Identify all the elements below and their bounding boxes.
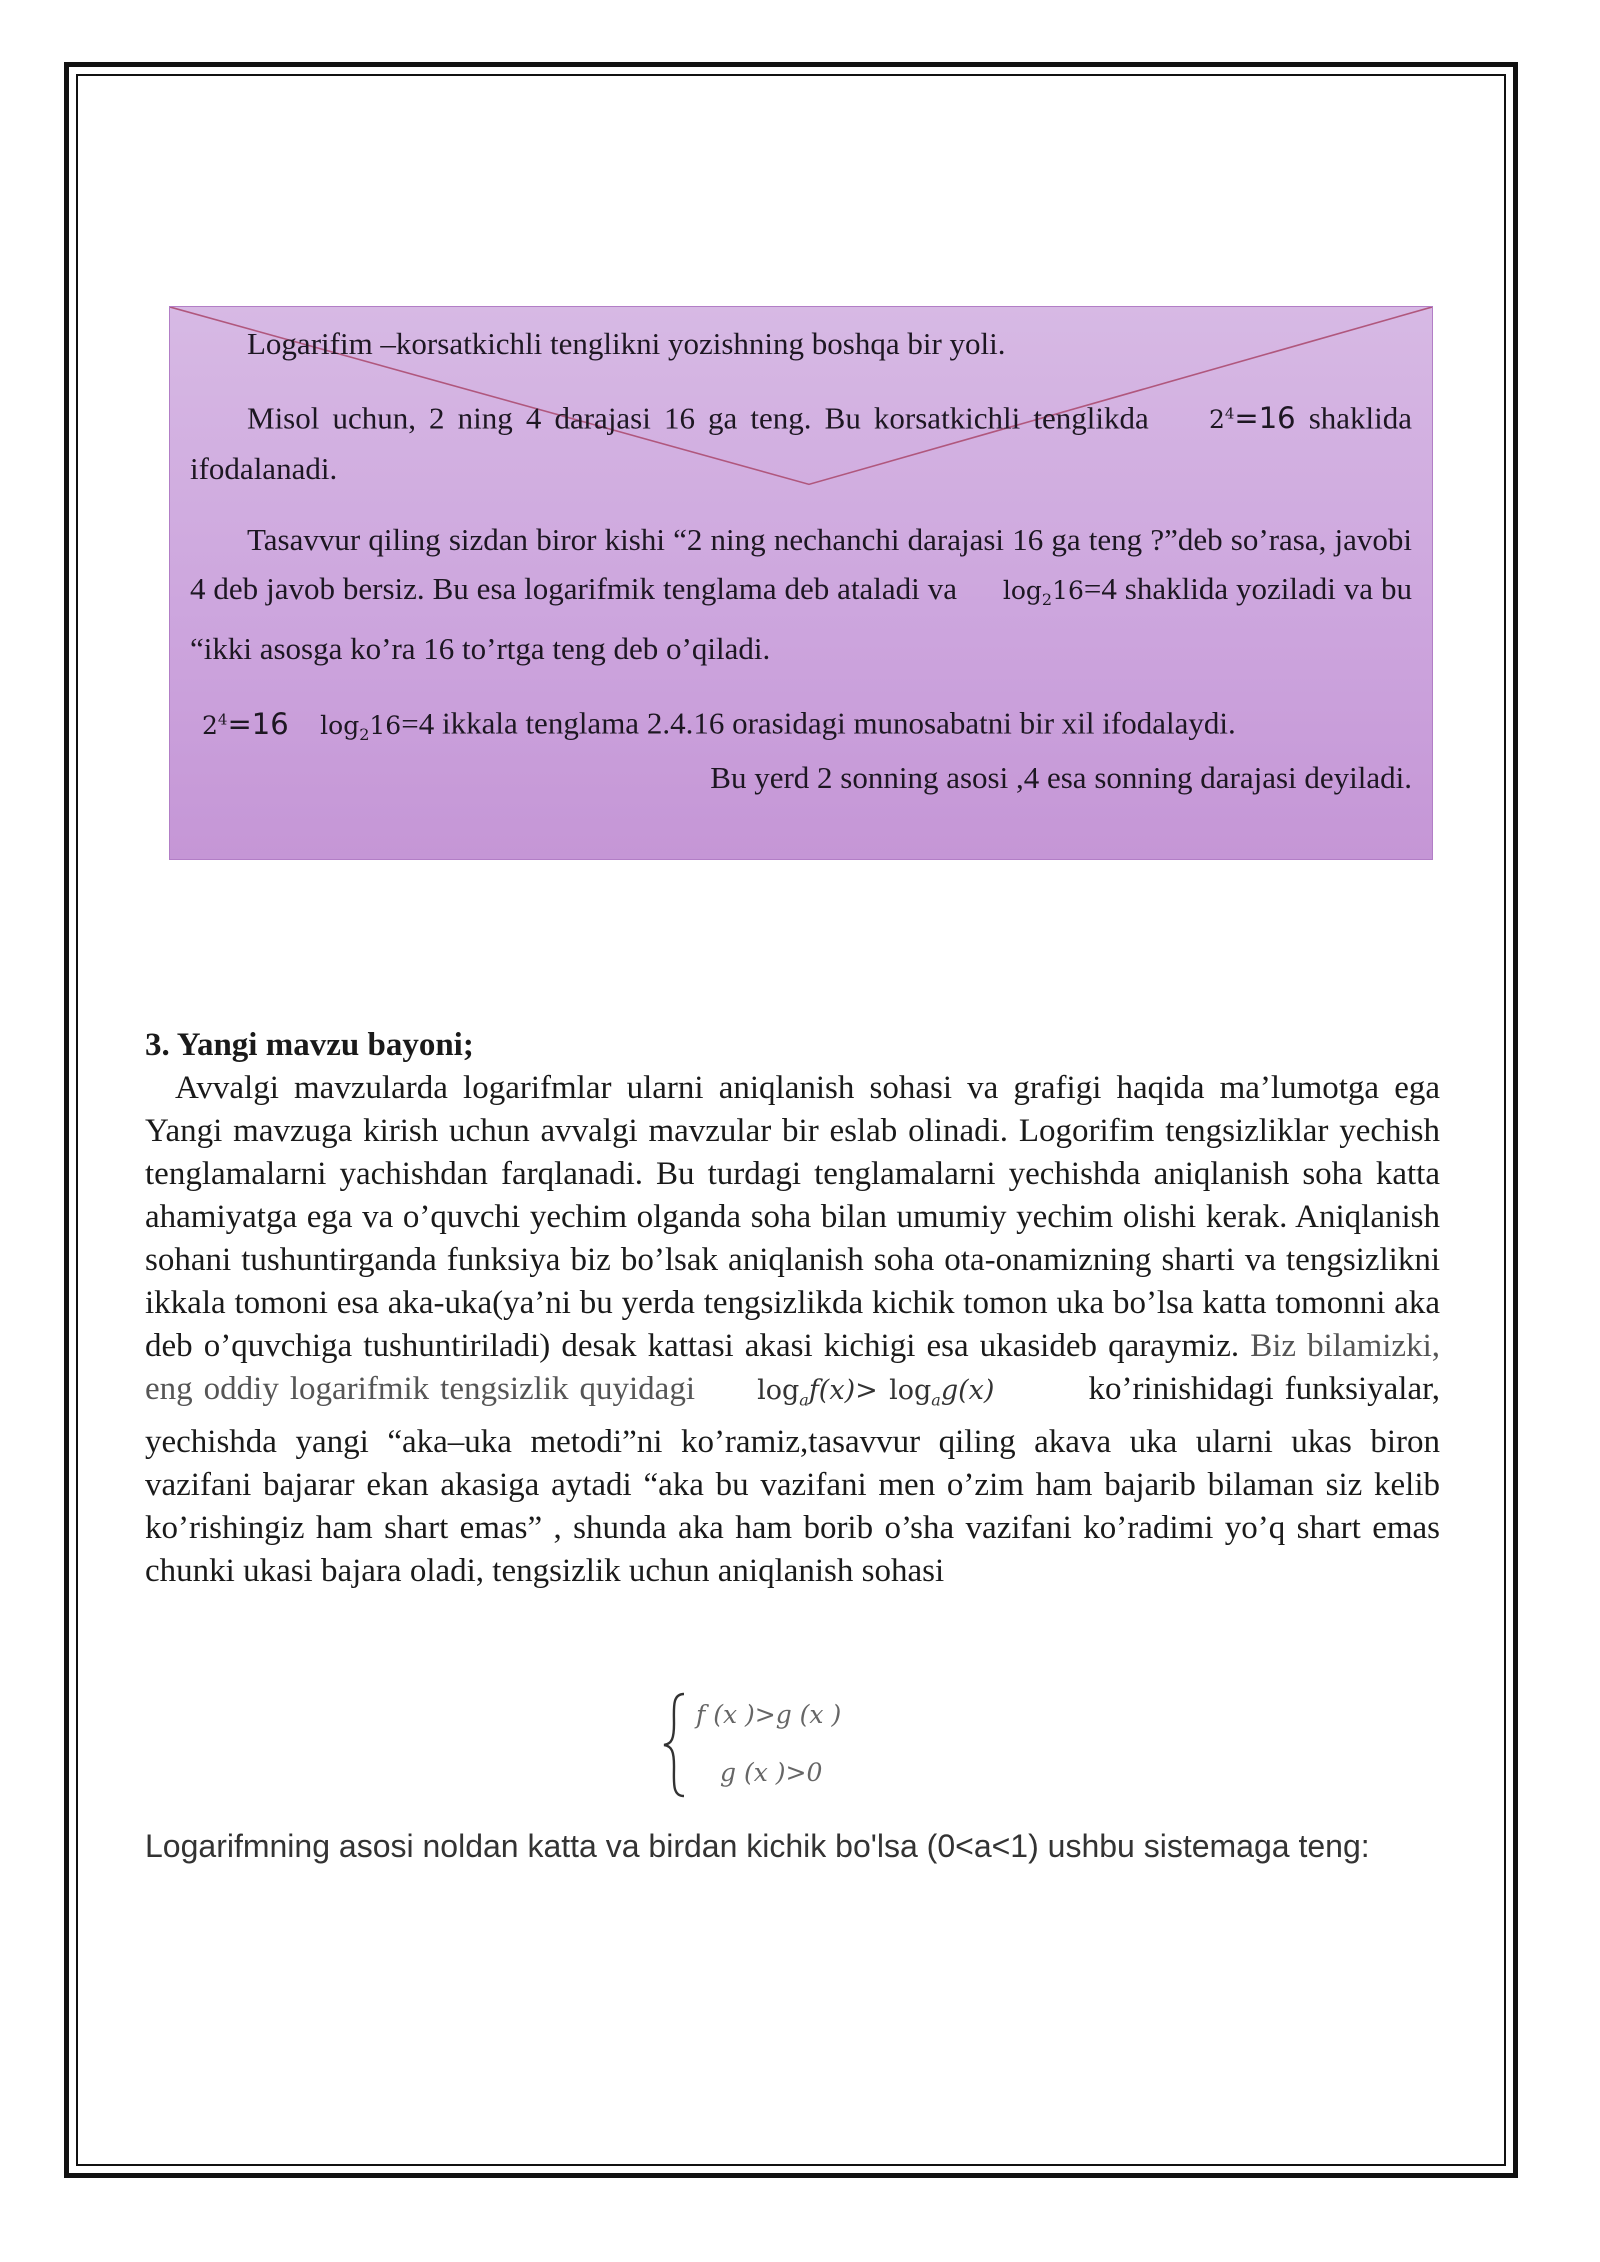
system-line-2: g (x )>0 [720,1758,823,1787]
section-body-grey-text: Biz bilamizki, eng oddiy logarifmik tengsizlik quyidagi [145,1328,1440,1407]
log-inequality: $\log_af(x)> \log_ag(x)$ [757,1375,995,1410]
domain-system [660,1690,860,1800]
section-body-text-2: ko’rinishidagi funksiyalar, yechishda yangi “aka–uka metodi”ni ko’ramiz,tasavvur qiling akava uka ularni ukas biron vazifani bajarar ekan akasiga aytadi “aka bu vazifani men o’zim ham bajarib bilaman siz kelib ko’rishingiz ham shart emas” , shunda aka ham borib o’sha vazifani ko’radimi yo’q shart emas chunki ukasi bajara oladi, tengsizlik uchun aniqlanish sohasi [145,1371,1441,1590]
note-paragraph-3-text: Tasavvur qiling sizdan biror kishi “2 ning nechanchi darajasi 16 ga teng ?”deb so’rasa, javobi 4 deb javob bersiz. Bu esa logarifmik tenglama deb ataladi va [190,522,1412,607]
power-equation-repeat: $2^4=16$ [202,706,289,741]
log-equation: $\log_216=4$ [1002,571,1117,610]
note-paragraph-2-text: Misol uchun, 2 ning 4 darajasi 16 ga teng. Bu korsatkichli tenglikda [247,400,1149,436]
curly-brace-icon [660,1690,690,1800]
section-heading: 3. Yangi mavzu bayoni; [145,1027,474,1063]
section-body-text: Avvalgi mavzularda logarifmlar ularni aniqlanish sohasi va grafigi haqida ma’lumotga ega Yangi mavzuga kirish uchun avvalgi mavzular bir eslab olinadi. Logorifim tengsizliklar yechish tenglamalarni yachishdan farqlanadi. Bu turdagi tenglamalarni yechishda aniqlanish soha katta ahamiyatga ega va o’quvchi yechim olganda soha bilan umumiy yechim olishi kerak. Aniqlanish sohani tushuntirganda funksiya biz bo’lsak aniqlanish soha ota-onamizning sharti va tengsizlikni ikkala tomoni esa aka-uka(ya’ni bu yerda tengsizlikda kichik tomon uka bo’lsa katta tomonni aka deb o’quvchiga tushuntiriladi) desak kattasi akasi kichigi esa ukasideb qaraymiz. [145,1070,1440,1364]
note-paragraph-1: Logarifim –korsatkichli tenglikni yozishning boshqa bir yoli. [247,326,1006,361]
log-equation-repeat: $\log_216=4$ [320,705,435,744]
note-paragraph-2 [190,390,1412,493]
main-section [145,1024,1440,1593]
note-paragraph-2-tail: shaklida ifodalanadi. [190,400,1413,487]
definition-note-box [169,306,1433,860]
note-paragraph-3 [190,515,1412,673]
note-paragraph-4-text: ikkala tenglama 2.4.16 orasidagi munosabatni bir xil ifodalaydi. [441,705,1236,741]
system-line-1: f (x )>g (x ) [696,1700,842,1729]
power-equation: $2^4=16$ [1208,401,1296,436]
section-body [145,1067,1440,1593]
base-condition-note: Logarifmning asosi noldan katta va birdan kichik bo'lsa (0<a<1) ushbu sistemaga teng: [145,1828,1370,1864]
note-paragraph-4 [190,695,1412,758]
note-paragraph-3-tail: shaklida yoziladi va bu “ikki asosga ko’ra 16 to’rtga teng deb o’qiladi. [190,571,1412,667]
note-paragraph-5: Bu yerd 2 sonning asosi ,4 esa sonning darajasi deyiladi. [710,759,1412,795]
